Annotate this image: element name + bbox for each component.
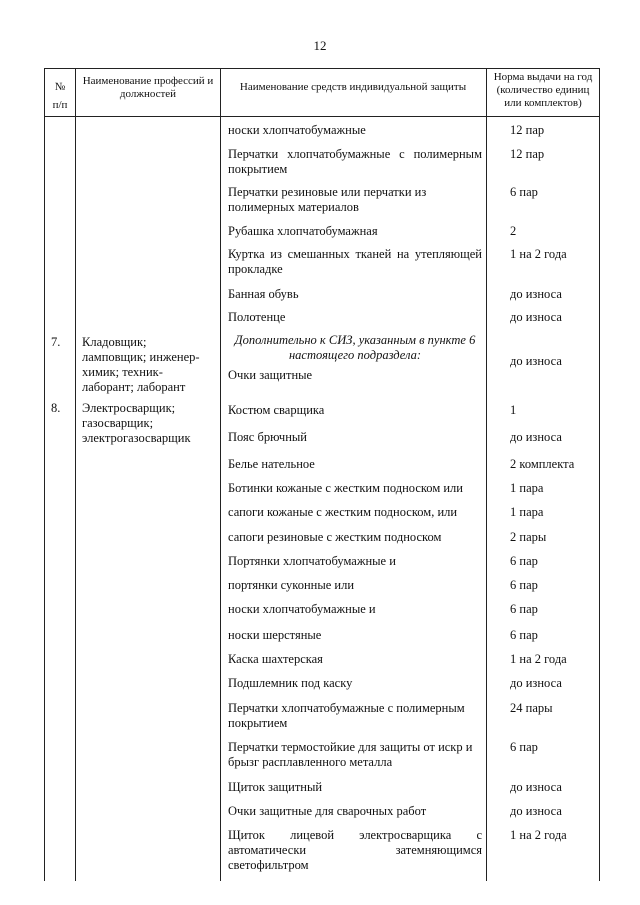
norm-value: 1 пара [510, 505, 544, 519]
ppe-item: портянки суконные или [228, 578, 355, 592]
row-number: 7. [51, 335, 61, 349]
ppe-item: Пояс брючный [228, 430, 307, 444]
norm-value: 2 [510, 224, 517, 238]
ppe-item: сапоги резиновые с жестким подноском [228, 530, 442, 544]
row-number: 8. [51, 401, 61, 415]
profession-name: Кладовщик; ламповщик; инженер-химик; техник-лаборант; лаборант [82, 335, 200, 394]
norm-value: 12 пар [510, 147, 545, 161]
header-num-sub: п/п [52, 99, 68, 111]
norm-value: 6 пар [510, 740, 538, 754]
ppe-item: носки хлопчатобумажные и [228, 602, 376, 616]
ppe-item: Ботинки кожаные с жестким подноском или [228, 481, 463, 495]
additional-note: Дополнительно к СИЗ, указанным в пункте 6 настоящего подраздела: [234, 333, 476, 362]
norm-value: до износа [510, 310, 562, 324]
ppe-item: Куртка из смешанных тканей на утепляющей прокладке [228, 247, 482, 276]
norm-value: до износа [510, 430, 562, 444]
ppe-item: Перчатки хлопчатобумажные с полимерным покрытием [228, 701, 465, 730]
norm-value: 24 пары [510, 701, 553, 715]
norm-value: 12 пар [510, 123, 545, 137]
ppe-item: Банная обувь [228, 287, 299, 301]
ppe-item: Каска шахтерская [228, 652, 323, 666]
ppe-item: Щиток защитный [228, 780, 323, 794]
norm-value: 1 на 2 года [510, 828, 567, 842]
ppe-item-line: светофильтром [228, 858, 309, 872]
ppe-item: Костюм сварщика [228, 403, 325, 417]
header-norm: Норма выдачи на год (количество единиц или комплектов) [493, 71, 593, 109]
norm-value: до износа [510, 804, 562, 818]
header-num: № [54, 81, 66, 93]
ppe-item: сапоги кожаные с жестким подноском, или [228, 505, 458, 519]
page-number: 12 [313, 38, 327, 53]
ppe-item: Очки защитные [228, 368, 313, 382]
row-spacer [45, 330, 599, 331]
ppe-item: Портянки хлопчатобумажные и [228, 554, 396, 568]
ppe-item: Перчатки резиновые или перчатки из полимерных материалов [228, 185, 427, 214]
norm-value: 2 комплекта [510, 457, 575, 471]
ppe-item: Белье нательное [228, 457, 315, 471]
ppe-item: Полотенце [228, 310, 286, 324]
header-divider [45, 116, 599, 117]
ppe-table [44, 68, 600, 881]
norm-value: 6 пар [510, 554, 538, 568]
ppe-item: Рубашка хлопчатобумажная [228, 224, 378, 238]
col-divider [220, 69, 221, 881]
norm-value: 1 на 2 года [510, 247, 567, 261]
norm-value: 6 пар [510, 628, 538, 642]
norm-value: до износа [510, 287, 562, 301]
norm-value: 6 пар [510, 185, 538, 199]
norm-value: 2 пары [510, 530, 547, 544]
norm-value: до износа [510, 676, 562, 690]
ppe-item: носки хлопчатобумажные [228, 123, 366, 137]
col-divider [486, 69, 487, 881]
header-ppe: Наименование средств индивидуальной защиты [239, 81, 467, 93]
ppe-item: носки шерстяные [228, 628, 322, 642]
norm-value: 6 пар [510, 602, 538, 616]
norm-value: 1 пара [510, 481, 544, 495]
header-profession: Наименование профессий и должностей [82, 75, 214, 100]
ppe-item-line: Щиток лицевой электросварщика с [228, 828, 482, 842]
norm-value: 1 на 2 года [510, 652, 567, 666]
norm-value: 6 пар [510, 578, 538, 592]
norm-value: 1 [510, 403, 517, 417]
norm-value: до износа [510, 780, 562, 794]
col-divider [75, 69, 76, 881]
ppe-item: Перчатки хлопчатобумажные с полимерным покрытием [228, 147, 482, 176]
ppe-item: Перчатки термостойкие для защиты от искр и брызг расплавленного металла [228, 740, 473, 769]
profession-name: Электросварщик; газосварщик; электрогазосварщик [82, 401, 191, 445]
norm-value: до износа [510, 354, 562, 368]
ppe-item: Очки защитные для сварочных работ [228, 804, 427, 818]
ppe-item: Подшлемник под каску [228, 676, 353, 690]
ppe-item-line: автоматически затемняющимся [228, 843, 482, 857]
